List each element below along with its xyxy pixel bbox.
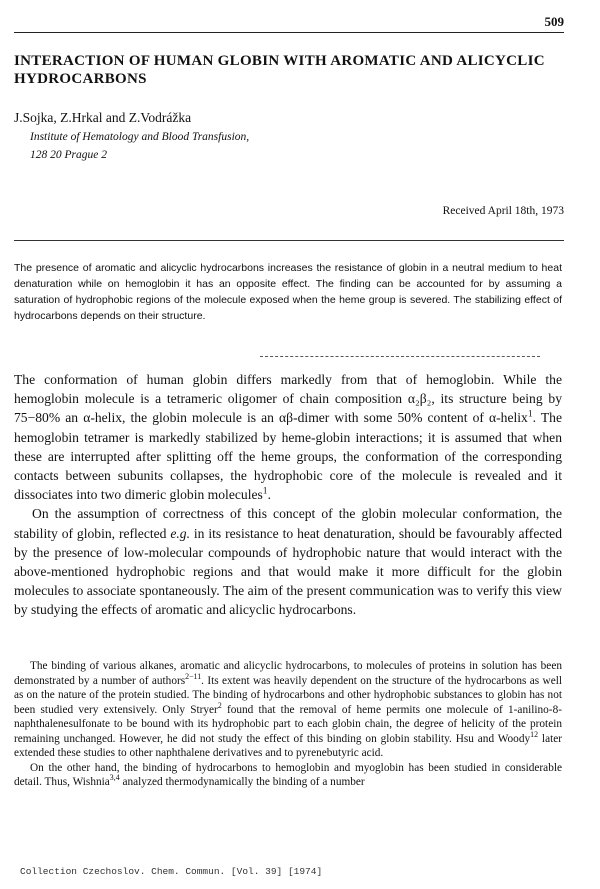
para3-text-3: found that the removal of heme permits one molecule of 1-anilino-8-naphthalenesulfonate to be bound with its hydrophobic part to each globin chain, the degree of helicity of the protein remaining unchanged. However, he did not study the effect of this binding on globin stability. Hsu and Woody	[14, 703, 562, 745]
citation-ref: 1	[262, 486, 268, 497]
citation-ref: 1	[527, 409, 533, 420]
paragraph-2	[14, 504, 562, 619]
small-text	[14, 659, 562, 790]
para3-text-1: The binding of various alkanes, aromatic and alicyclic hydrocarbons, to molecules of proteins in solution has been demonstrated by a number of authors	[14, 660, 562, 687]
para1-text-2: , its structure being by 75−80% an α-helix, the globin molecule is an αβ-dimer with some 50% content of α-helix	[14, 391, 562, 426]
affiliation-address: 128 20 Prague 2	[30, 149, 107, 161]
journal-footer: Collection Czechoslov. Chem. Commun. [Vol. 39] [1974]	[20, 866, 323, 877]
para1-text-1: The conformation of human globin differs markedly from that of hemoglobin. While the hemoglobin molecule is a tetrameric oligomer of chain composition	[14, 372, 562, 407]
citation-ref: 3,4	[109, 773, 120, 783]
article-title: INTERACTION OF HUMAN GLOBIN WITH AROMATIC AND ALICYCLIC HYDROCARBONS	[14, 53, 545, 87]
citation-ref: 2−11	[185, 671, 202, 681]
paragraph-3	[14, 659, 562, 761]
page-number: 509	[544, 14, 564, 29]
para2-text-1: On the assumption of correctness of this concept of the globin molecular conformation, the stability of globin, reflected	[14, 506, 562, 541]
abstract-bottom-rule	[260, 356, 540, 357]
para1-text-4: .	[267, 487, 271, 503]
paragraph-4	[14, 761, 562, 790]
abstract-top-rule	[14, 240, 564, 241]
main-text	[14, 370, 562, 620]
abstract: The presence of aromatic and alicyclic hydrocarbons increases the resistance of globin in a neutral medium to heat denaturation while on hemoglobin it has an opposite effect. The finding can be accounted for by assuming a saturation of hydrophobic regions of the molecule exposed when the heme group is severed. The stabilizing effect of hydrocarbons depends on their structure.	[14, 262, 562, 322]
citation-ref: 2	[217, 700, 222, 710]
para3-text-4: later extended these studies to other naphthalene derivatives and to pyrenebutyric acid.	[14, 732, 562, 759]
affiliation-institute: Institute of Hematology and Blood Transfusion,	[30, 131, 250, 143]
eg-abbrev: e.g.	[170, 525, 191, 541]
para2-text-2: in its resistance to heat denaturation, should be favourably affected by the presence of low-molecular compounds of hydrophobic nature that would interact with the above-mentioned hydrophobic regions and that would make it more difficult for the globin molecules to associate spontaneously. The aim of the present communication was to verify this view by studying the effects of aromatic and alicyclic hydrocarbons.	[14, 525, 562, 618]
para3-text-2: . Its extent was heavily dependent on the structure of the hydrocarbons as well as on the nature of the protein studied. The binding of hydrocarbons and other hydrophobic substances to globin has not been studied very extensively. Only Stryer	[14, 674, 562, 716]
chain-composition: α₂β₂	[407, 391, 432, 407]
header-rule	[14, 32, 564, 33]
authors: J.Sojka, Z.Hrkal and Z.Vodrážka	[14, 110, 192, 125]
citation-ref: 12	[530, 729, 539, 739]
paragraph-1	[14, 370, 562, 504]
para4-text-2: analyzed thermodynamically the binding of a number	[119, 776, 365, 788]
received-date: Received April 18th, 1973	[442, 205, 564, 217]
para1-text-3: . The hemoglobin tetramer is markedly stabilized by heme-globin interactions; it is assumed that when these are interrupted after splitting off the heme groups, the conformation of the corresponding contacts between subunits collapses, the hydrophobic core of the molecule is revealed and it dissociates into two dimeric globin molecules	[14, 410, 562, 503]
para4-text-1: On the other hand, the binding of hydrocarbons to hemoglobin and myoglobin has been studied in considerable detail. Thus, Wishnia	[14, 761, 562, 788]
